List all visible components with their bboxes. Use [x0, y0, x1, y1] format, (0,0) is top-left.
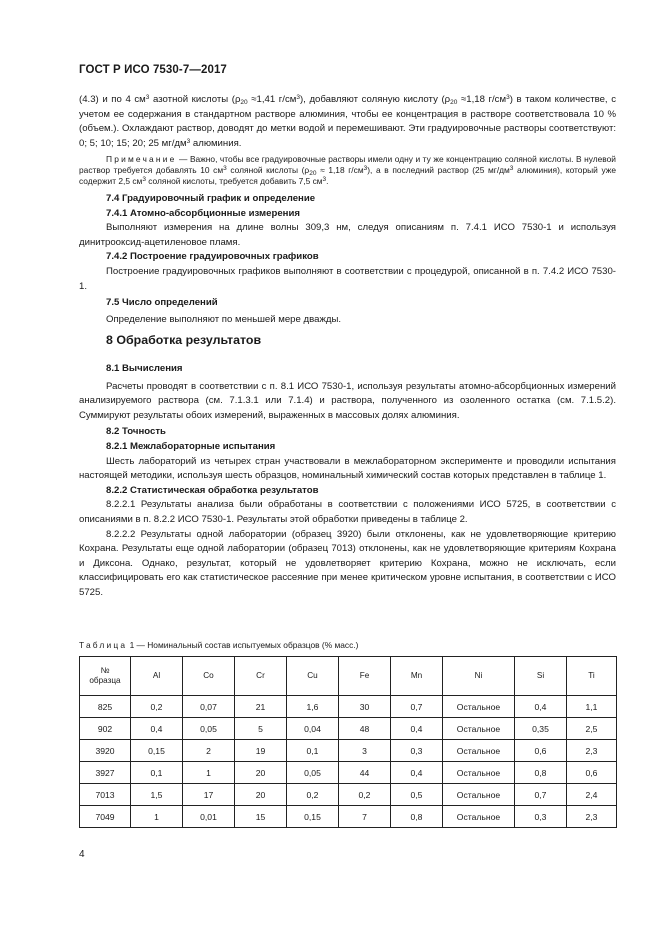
note-hydrochloric-acid: Примечание — Важно, чтобы все градуировочные растворы имели одну и ту же концентрацию соляной кислоты. В нулевой раствор требуется добавлять 10 $см^3$ соляной кислоты ($\rho_{20} \approx 1,18$ $г/см^3$), а в последний раствор (25 $мг/дм^3$ алюминия), который уже содержит 2,5 $см^3$ соляной кислоты, требуется добавить 7,5 $см^3$. [79, 154, 616, 186]
table-cell: 15 [235, 806, 287, 828]
table-cell: 0,1 [131, 762, 183, 784]
table-cell: 2,3 [567, 740, 617, 762]
table-cell: 3927 [80, 762, 131, 784]
table-1 [79, 656, 617, 828]
heading-8-2-2: 8.2.2 Статистическая обработка результатов [106, 484, 319, 496]
table-row [80, 784, 617, 806]
heading-8-1: 8.1 Вычисления [106, 363, 183, 374]
table-cell: 902 [80, 718, 131, 740]
table-cell: 2,3 [567, 806, 617, 828]
table-cell: 0,4 [515, 696, 567, 718]
table-row [80, 762, 617, 784]
heading-8-2: 8.2 Точность [106, 426, 166, 438]
document-header: ГОСТ Р ИСО 7530-7—2017 [79, 64, 227, 76]
table-cell: 0,6 [567, 762, 617, 784]
table-cell: 0,4 [131, 718, 183, 740]
section-7-4 [79, 192, 616, 327]
text-7-4-1: Выполняют измерения на длине волны 309,3 нм, следуя описаниям п. 7.4.1 ИСО 7530-1 и используя динитрооксид-ацетиленовое пламя. [79, 222, 616, 248]
table-cell: 3920 [80, 740, 131, 762]
table-cell: 0,15 [131, 740, 183, 762]
col-header: Fe [339, 657, 391, 696]
col-header: Ti [567, 657, 617, 696]
table-cell: 20 [235, 784, 287, 806]
section-8-1 [79, 362, 616, 601]
table-cell: Остальное [443, 740, 515, 762]
table-1-caption: Таблица 1 — Номинальный состав испытуемых образцов (% масс.) [79, 640, 359, 650]
table-cell: 19 [235, 740, 287, 762]
section-8 [79, 333, 616, 348]
table-cell: 0,4 [391, 762, 443, 784]
table-cell: 0,8 [391, 806, 443, 828]
col-header: № образца [80, 657, 131, 696]
text-7-5: Определение выполняют по меньшей мере дважды. [106, 313, 342, 325]
table-row [80, 696, 617, 718]
table-cell: Остальное [443, 784, 515, 806]
table-row [80, 806, 617, 828]
heading-7-4: 7.4 Градуировочный график и определение [106, 193, 316, 204]
table-cell: 0,35 [515, 718, 567, 740]
table-cell: 0,2 [131, 696, 183, 718]
table-cell: 3 [339, 740, 391, 762]
table-cell: 0,3 [515, 806, 567, 828]
paragraph-calibration-solutions: (4.3) и по 4 $см^3$ азотной кислоты ($\rho_{20} \approx 1,41$ $г/см^3$), добавляют соляную кислоту ($\rho_{20} \approx 1,18$ $г/см^3$) в таком количестве, с учетом ее содержания в стандартном растворе алюминия, чтобы ее концентрация в растворе соответствовала 10 % (объем.). Охлаждают раствор, доводят до метки водой и перемешивают. Эти градуировочные растворы соответствуют: 0; 5; 10; 15; 20; 25 $мг/дм^3$ алюминия. [79, 94, 616, 149]
table-cell: Остальное [443, 718, 515, 740]
col-header: Mn [391, 657, 443, 696]
table-cell: 1,6 [287, 696, 339, 718]
table-cell: 0,7 [515, 784, 567, 806]
col-header: Co [183, 657, 235, 696]
heading-7-5: 7.5 Число определений [106, 297, 218, 309]
table-cell: 825 [80, 696, 131, 718]
table-cell: 2,4 [567, 784, 617, 806]
col-header: Si [515, 657, 567, 696]
table-cell: 0,7 [391, 696, 443, 718]
text-8-1: Расчеты проводят в соответствии с п. 8.1 ИСО 7530-1, используя результаты атомно-абсорбционных измерений анализируемого раствора (см. 7.1.3.1 или 7.1.4) и раствора, полученного из озоленного остатка (см. 7.1.5.2). Суммируют результаты обоих измерений, выраженных в массовых долях алюминия. [79, 380, 616, 421]
col-header: Cu [287, 657, 339, 696]
text-8-2-2-2: 8.2.2.2 Результаты одной лаборатории (образец 3920) были отклонены, как не удовлетворяющие критерию Кохрана. Результаты еще одной лаборатории (образец 7013) отклонены, как не удовлетворяющие критериям Кохрана и Диксона. Однако, результат, который не удовлетворяет критерию Кохрана, можно не исключать, если классифицировать его как статистическое рассеяние при менее критическом уровне испытания, в соответствии с ИСО 5725. [79, 528, 616, 598]
heading-7-4-1: 7.4.1 Атомно-абсорбционные измерения [106, 207, 300, 219]
table-cell: 7049 [80, 806, 131, 828]
table-cell: 5 [235, 718, 287, 740]
table-cell: 2,5 [567, 718, 617, 740]
page-number: 4 [79, 849, 85, 860]
table-cell: 0,5 [391, 784, 443, 806]
table-cell: 2 [183, 740, 235, 762]
table-cell: 1,1 [567, 696, 617, 718]
table-cell: 0,6 [515, 740, 567, 762]
table-cell: 0,8 [515, 762, 567, 784]
heading-8-2-1: 8.2.1 Межлабораторные испытания [106, 440, 276, 452]
table-cell: 30 [339, 696, 391, 718]
table-row [80, 740, 617, 762]
table-cell: Остальное [443, 806, 515, 828]
table-cell: 44 [339, 762, 391, 784]
table-cell: 20 [235, 762, 287, 784]
table-cell: 0,15 [287, 806, 339, 828]
table-cell: 7 [339, 806, 391, 828]
table-cell: 0,05 [287, 762, 339, 784]
col-header: Cr [235, 657, 287, 696]
table-cell: 0,2 [287, 784, 339, 806]
heading-8: 8 Обработка результатов [106, 333, 262, 347]
table-cell: 1 [183, 762, 235, 784]
table-cell: 0,07 [183, 696, 235, 718]
table-cell: 0,01 [183, 806, 235, 828]
table-cell: 0,1 [287, 740, 339, 762]
text-8-2-1: Шесть лабораторий из четырех стран участвовали в межлабораторном эксперименте и проводили испытания настоящей методики, используя шесть образцов, номинальный химический состав которых представлен в таблице 1. [79, 455, 616, 482]
table-cell: 0,4 [391, 718, 443, 740]
table-cell: 1 [131, 806, 183, 828]
table-cell: 7013 [80, 784, 131, 806]
col-header: Ni [443, 657, 515, 696]
table-cell: 48 [339, 718, 391, 740]
text-7-4-2: Построение градуировочных графиков выполняют в соответствии с процедурой, описанной в п. 7.4.2 ИСО 7530-1. [79, 265, 616, 292]
col-header: Al [131, 657, 183, 696]
table-cell: Остальное [443, 762, 515, 784]
table-cell: Остальное [443, 696, 515, 718]
table-cell: 0,04 [287, 718, 339, 740]
table-cell: 0,05 [183, 718, 235, 740]
heading-7-4-2: 7.4.2 Построение градуировочных графиков [106, 251, 319, 263]
table-cell: 21 [235, 696, 287, 718]
table-cell: 0,3 [391, 740, 443, 762]
text-8-2-2-1: 8.2.2.1 Результаты анализа были обработаны в соответствии с положениями ИСО 5725, в соответствии с описаниями в п. 8.2.2 ИСО 7530-1. Результаты этой обработки приведены в таблице 2. [79, 499, 616, 525]
table-cell: 17 [183, 784, 235, 806]
table-header-row [80, 657, 617, 696]
table-row [80, 718, 617, 740]
table-cell: 0,2 [339, 784, 391, 806]
table-cell: 1,5 [131, 784, 183, 806]
